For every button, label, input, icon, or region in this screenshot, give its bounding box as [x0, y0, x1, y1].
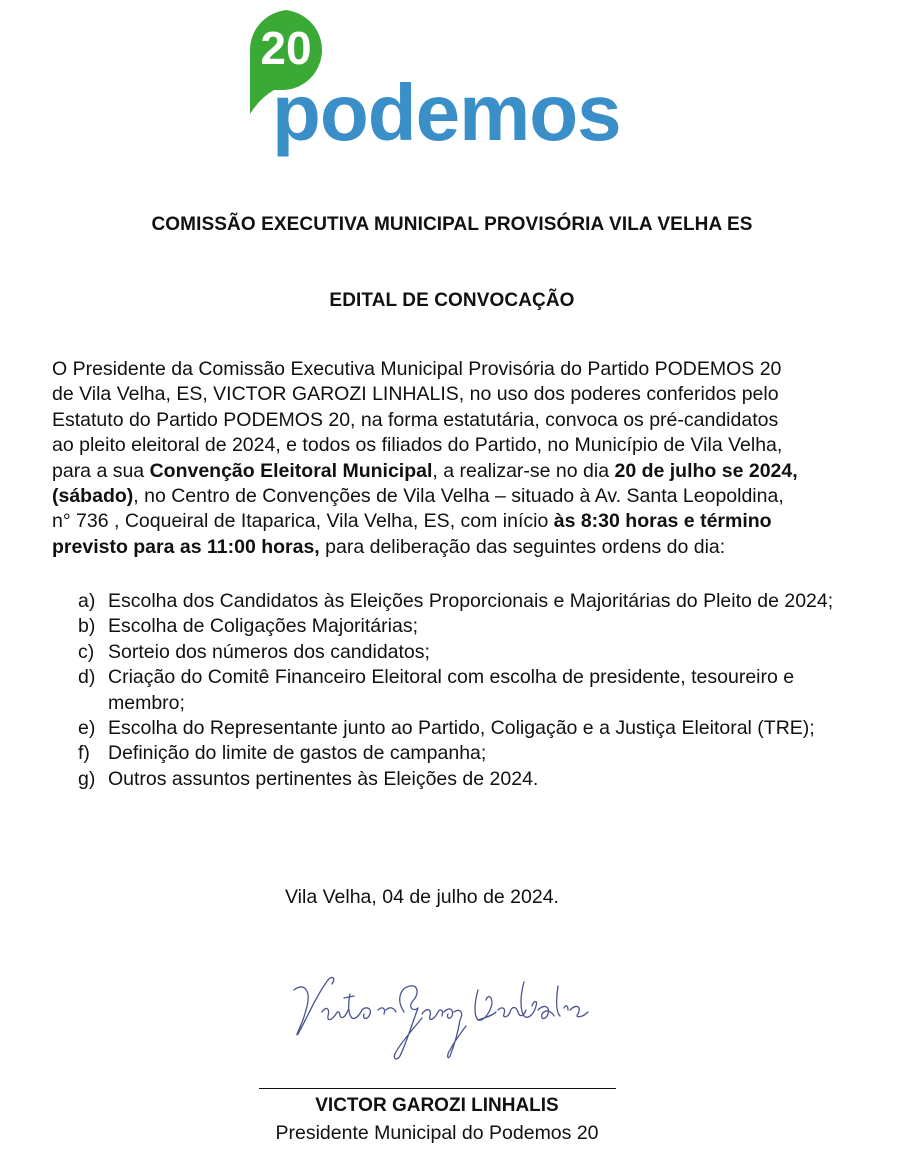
list-marker: e) — [78, 717, 96, 740]
text-run: n° 736 , Coqueiral de Itaparica, Vila Velha, ES, com início — [52, 510, 554, 533]
list-item — [78, 640, 868, 665]
convention-weekday: (sábado) — [52, 485, 134, 508]
list-item — [78, 767, 868, 792]
list-marker: a) — [78, 590, 96, 612]
signature-line — [259, 1088, 616, 1089]
text-run: para a sua — [52, 459, 150, 482]
paragraph-line: O Presidente da Comissão Executiva Municipal Provisória do Partido PODEMOS 20 — [52, 358, 782, 380]
paragraph-line: ao pleito eleitoral de 2024, e todos os filiados do Partido, no Município de Vila Velha, — [52, 434, 783, 457]
document-title: EDITAL DE CONVOCAÇÃO — [329, 290, 575, 311]
list-item-text: Escolha de Coligações Majoritárias; — [108, 615, 418, 638]
convention-name: Convenção Eleitoral Municipal — [149, 459, 433, 482]
text-run: , a realizar-se no dia — [432, 459, 615, 482]
signatory-name: VICTOR GAROZI LINHALIS — [315, 1095, 559, 1116]
text-run: , no Centro de Convenções de Vila Velha – situado à Av. Santa Leopoldina, — [133, 485, 784, 508]
convention-start-time: às 8:30 horas e término — [553, 510, 772, 533]
list-item-text: Criação do Comitê Financeiro Eleitoral com escolha de presidente, tesoureiro e membro; — [108, 666, 795, 714]
list-marker: f) — [78, 742, 90, 765]
signatory-role: Presidente Municipal do Podemos 20 — [275, 1122, 599, 1144]
list-item-text: Definição do limite de gastos de campanha; — [108, 742, 487, 765]
list-marker: b) — [78, 615, 96, 638]
list-item — [78, 741, 868, 766]
list-item-text: Sorteio dos números dos candidatos; — [108, 640, 430, 663]
agenda-list — [78, 589, 868, 792]
list-item-text: Outros assuntos pertinentes às Eleições de 2024. — [108, 767, 539, 790]
commission-title: COMISSÃO EXECUTIVA MUNICIPAL PROVISÓRIA VILA VELHA ES — [151, 214, 753, 235]
list-marker: g) — [78, 767, 96, 790]
list-item — [78, 716, 868, 741]
list-marker: d) — [78, 666, 96, 689]
place-and-date: Vila Velha, 04 de julho de 2024. — [285, 886, 559, 908]
list-item — [78, 614, 868, 639]
logo-wordmark: podemos — [272, 68, 621, 157]
list-item — [78, 665, 868, 716]
paragraph-line — [52, 535, 854, 560]
podemos-logo — [244, 2, 628, 170]
list-item-text: Escolha dos Candidatos às Eleições Proporcionais e Majoritárias do Pleito de 2024; — [108, 590, 834, 612]
paragraph-line: de Vila Velha, ES, VICTOR GAROZI LINHALIS, no uso dos poderes conferidos pelo — [52, 383, 779, 406]
text-run: para deliberação das seguintes ordens do dia: — [319, 535, 726, 558]
list-item — [78, 589, 868, 614]
list-item-text: Escolha do Representante junto ao Partido, Coligação e a Justiça Eleitoral (TRE); — [108, 717, 815, 740]
logo-number: 20 — [260, 22, 312, 74]
paragraph-line — [52, 484, 854, 509]
paragraph-line — [52, 459, 854, 484]
list-marker: c) — [78, 640, 95, 663]
convention-date: 20 de julho se 2024, — [614, 459, 798, 482]
convocation-paragraph — [52, 357, 854, 560]
handwritten-signature — [282, 960, 602, 1070]
paragraph-line — [52, 509, 854, 534]
convention-end-time: previsto para as 11:00 horas, — [52, 535, 320, 558]
paragraph-line: Estatuto do Partido PODEMOS 20, na forma estatutária, convoca os pré-candidatos — [52, 408, 779, 431]
